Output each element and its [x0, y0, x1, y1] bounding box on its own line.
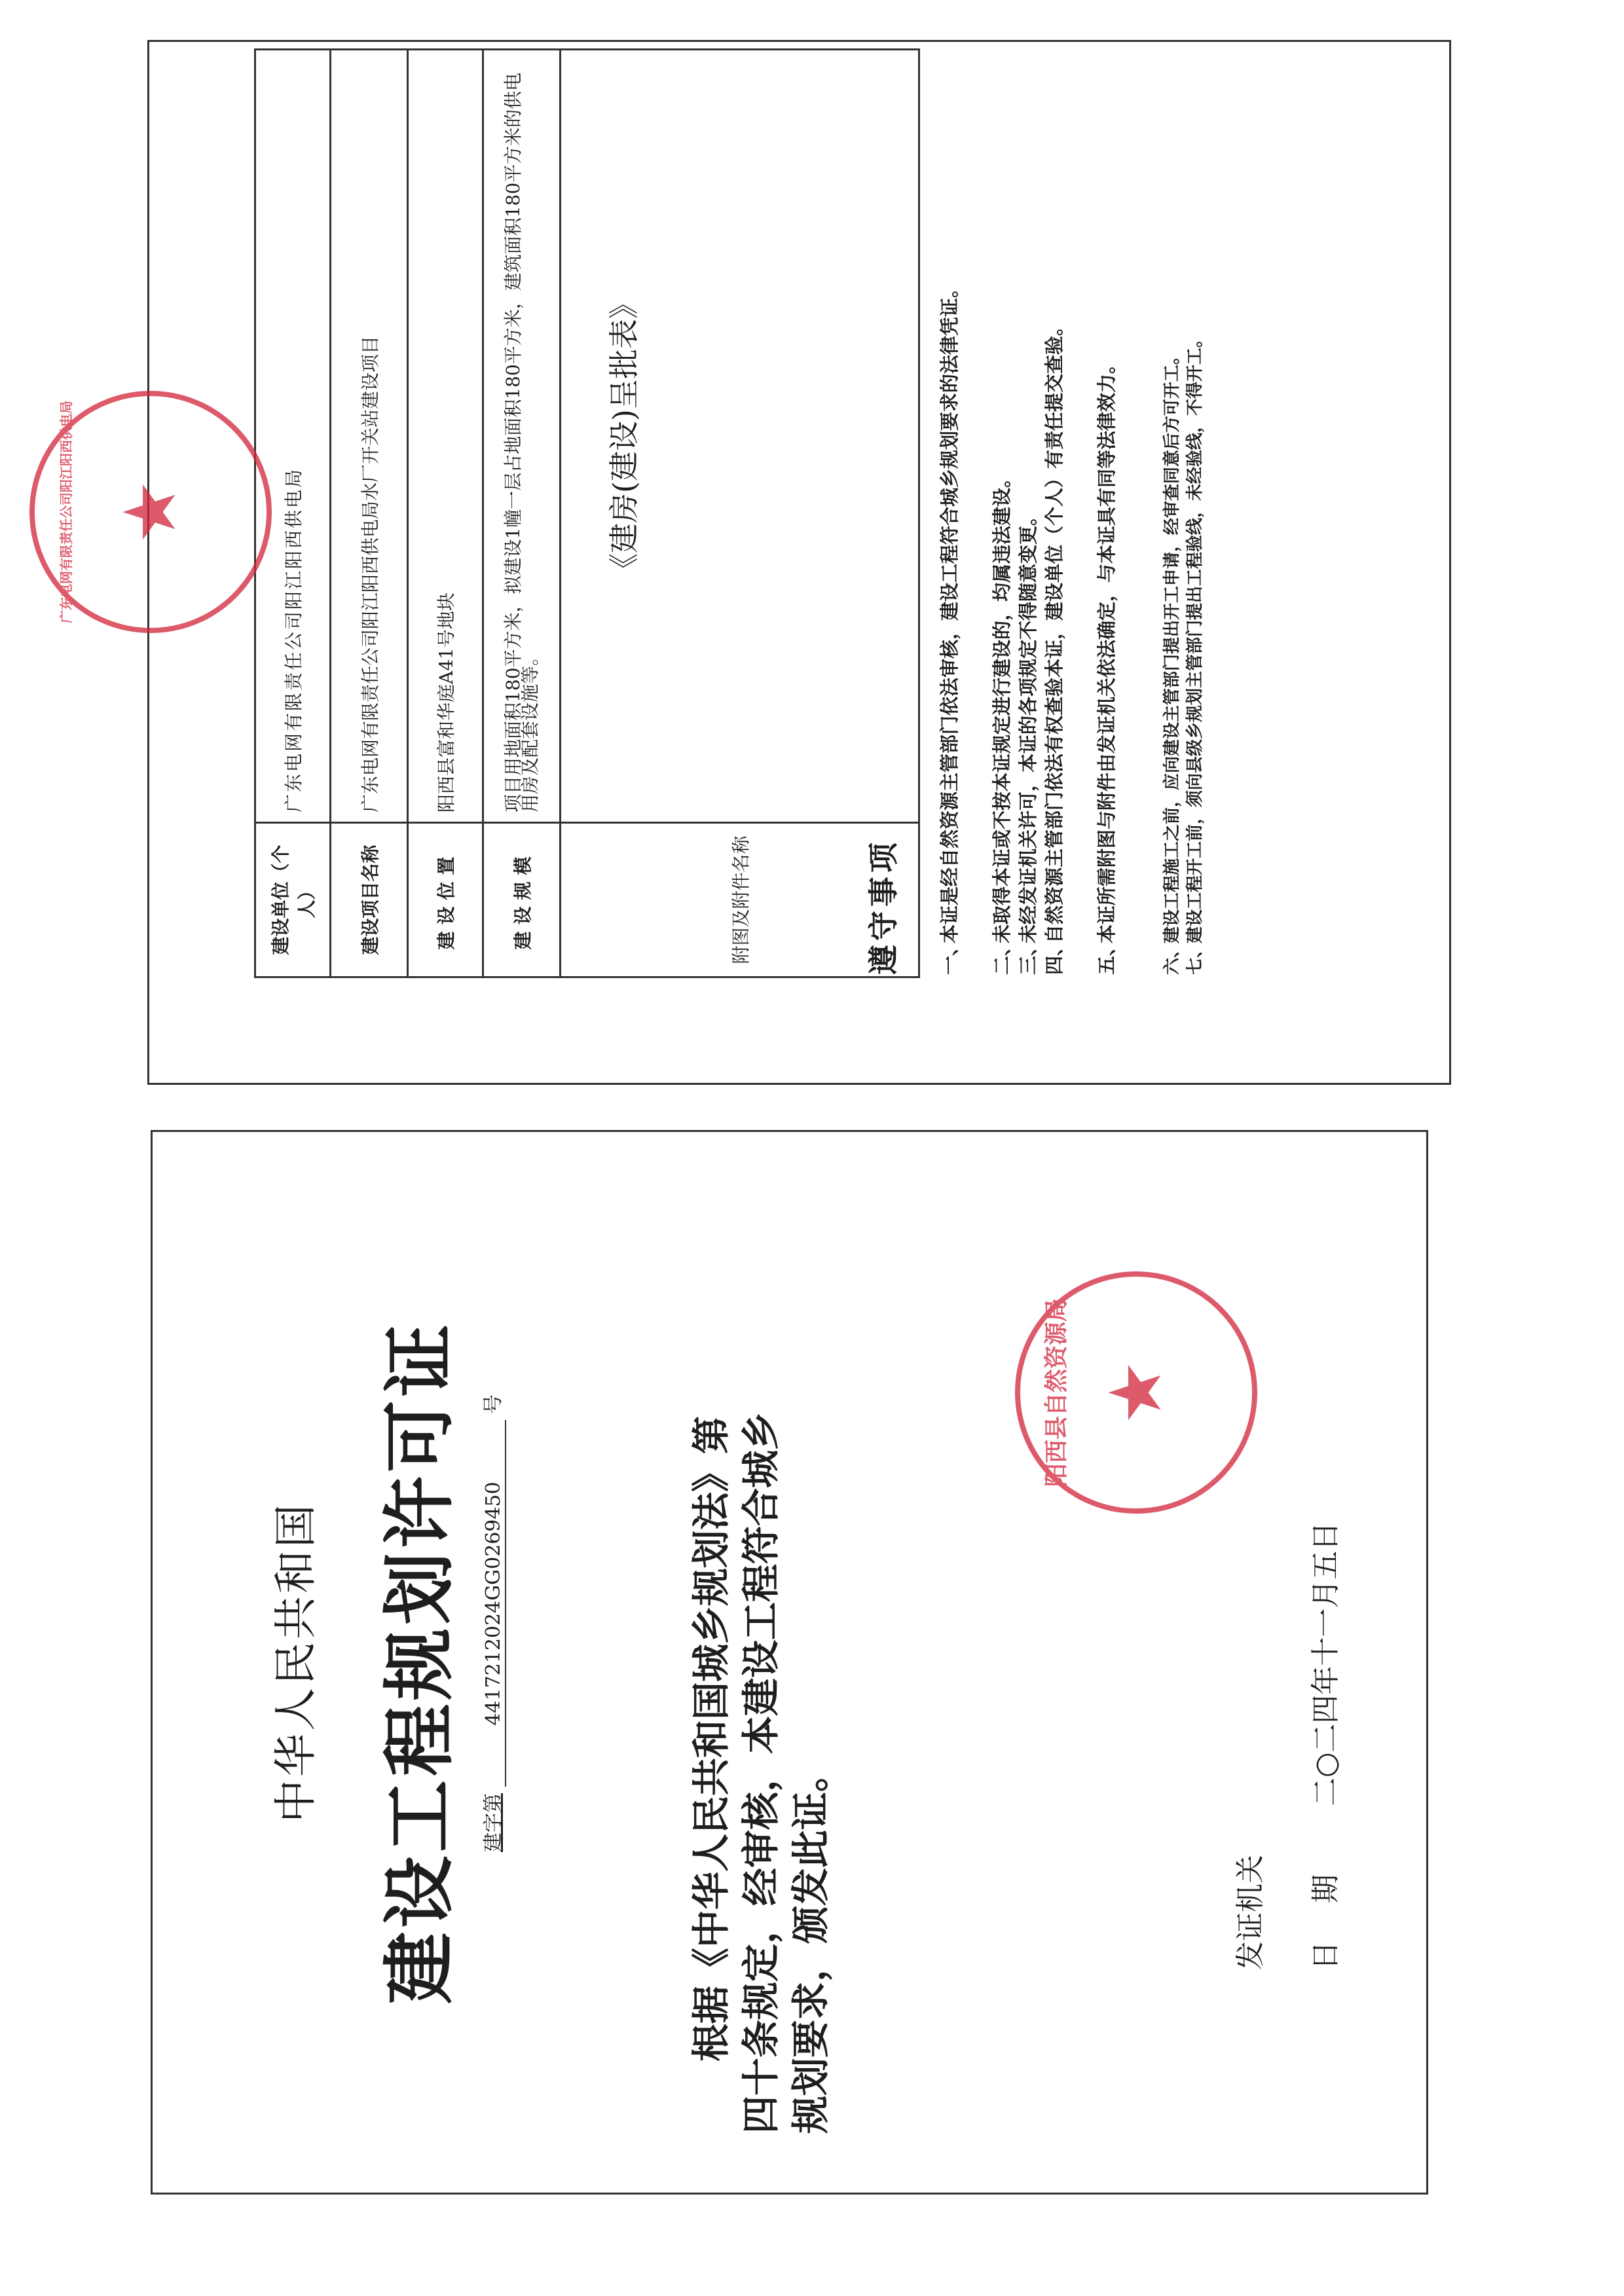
note-text: 本证所需附图与附件由发证机关依法确定，与本证具有同等法律效力。: [1096, 354, 1118, 943]
note-item: [938, 45, 961, 975]
row-value-scale: 项目用地面积180平方米，拟建设1幢一层占地面积180平方米，建筑面积180平方米的供电用房及配套设施等。: [483, 50, 561, 823]
cert-number-suffix: 号: [482, 1394, 505, 1414]
row-value-location: 阳西县富和华庭A41号地块: [408, 50, 483, 823]
issuer-seal: [1015, 1271, 1257, 1514]
table-row: [561, 50, 919, 977]
note-item: [1096, 45, 1118, 975]
cert-number-prefix: 建字第: [482, 1793, 505, 1852]
note-text: 建设工程施工之前，应向建设主管部门提出开工申请，经审查同意后方可开工。: [1162, 347, 1182, 943]
note-number: 七、: [1185, 940, 1205, 975]
row-label-location: 建设位置: [408, 823, 483, 977]
issue-date: 二○二四年十一月五日: [1309, 1522, 1342, 1806]
seal-text: 阳西县自然资源局: [1043, 1298, 1070, 1487]
star-icon: ★: [108, 479, 192, 545]
issuer-label: 发证机关: [1234, 1855, 1267, 1970]
certificate-body: [686, 1243, 836, 2134]
certificate-back-page: [147, 40, 1451, 1085]
note-text: 本证是经自然资源主管部门依法审核，建设工程符合城乡规划要求的法律凭证。: [938, 278, 961, 943]
note-text: 未取得本证或不按本证规定进行建设的，均属违法建设。: [991, 468, 1013, 943]
body-line-3: 规划要求，颁发此证。: [788, 1753, 833, 2134]
date-label: 日期: [1309, 1836, 1342, 1970]
table-row: [408, 50, 483, 977]
cert-number-value: 441721202​4GG0269450: [482, 1420, 506, 1787]
note-text: 建设工程开工前，须向县级乡规划主管部门提出工程验线，未经验线，不得开工。: [1185, 330, 1205, 943]
row-label-unit: 建设单位（个人）: [255, 823, 331, 977]
note-number: 二、: [991, 936, 1013, 975]
company-seal: [29, 391, 272, 633]
certificate-number: [477, 1394, 506, 1852]
note-item: [1184, 45, 1206, 975]
note-number: 三、: [1017, 936, 1039, 975]
row-value-attachments: 《建房(建设)呈批表》: [606, 289, 642, 583]
note-item: [991, 45, 1013, 975]
note-item: [1161, 45, 1183, 975]
star-icon: ★: [1094, 1360, 1177, 1425]
table-row: [331, 50, 408, 977]
row-label-attachments: 附图及附件名称: [561, 823, 919, 977]
note-text: 自然资源主管部门依法有权查验本证，建设单位（个人）有责任提交查验。: [1043, 316, 1065, 943]
note-item: [1043, 45, 1065, 975]
body-line-2: 四十条规定，经审核，本建设工程符合城乡: [739, 1412, 783, 2134]
note-number: 五、: [1096, 936, 1118, 975]
note-item: [1017, 45, 1039, 975]
note-text: 未经发证机关许可，本证的各项规定不得随意变更。: [1017, 506, 1039, 943]
project-info-table: [254, 48, 920, 978]
attachments-cell: [561, 50, 919, 823]
note-number: 四、: [1043, 936, 1065, 975]
body-line-1: 根据《中华人民共和国城乡规划法》第: [689, 1415, 733, 2062]
note-number: 一、: [938, 936, 961, 975]
row-value-project: 广东电网有限责任公司阳江阳西供电局水厂开关站建设项目: [331, 50, 408, 823]
note-number: 六、: [1162, 940, 1182, 975]
notes-title: 遵守事项: [866, 839, 901, 975]
row-label-project: 建设项目名称: [331, 823, 408, 977]
certificate-title: 建设工程规划许可证: [378, 1321, 462, 2004]
row-value-unit: 广东电网有限责任公司阳江阳西供电局: [255, 50, 331, 823]
table-row: [483, 50, 561, 977]
seal-text: 广东电网有限责任公司阳江阳西供电局: [58, 401, 74, 623]
row-label-scale: 建设规模: [483, 823, 561, 977]
country-name: 中华人民共和国: [270, 1502, 321, 1823]
